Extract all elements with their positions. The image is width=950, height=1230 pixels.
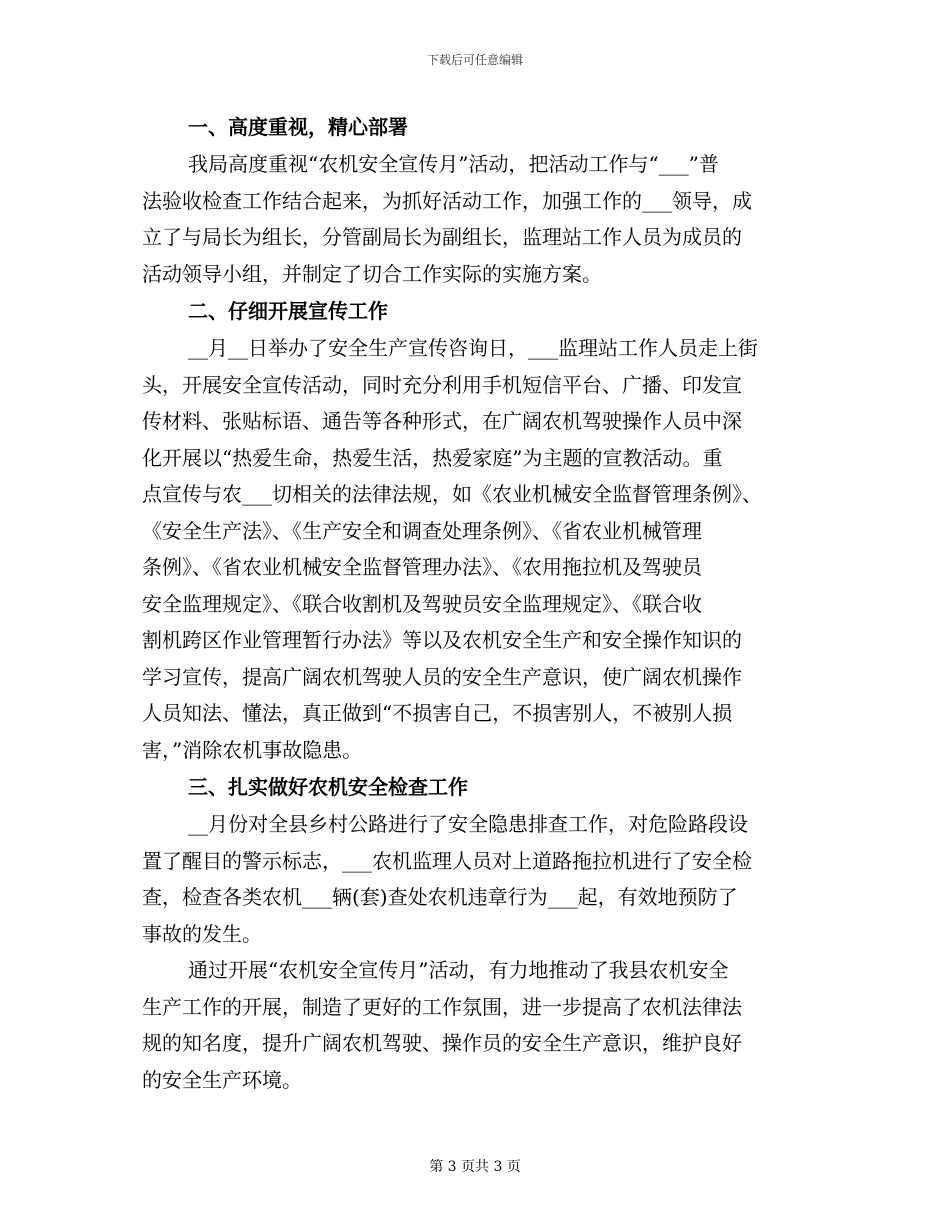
text-line: 的安全生产环境。 [142, 1067, 302, 1092]
text-line: 通过开展“农机安全宣传月”活动，有力地推动了我县农机安全 [188, 958, 729, 982]
section-heading-3: 三、扎实做好农机安全检查工作 [188, 775, 468, 799]
page-header: 下载后可任意编辑 [426, 53, 523, 67]
text-line: 《安全生产法》、《生产安全和调查处理条例》、《省农业机械管理 [142, 518, 702, 543]
text-line: 生产工作的开展，制造了更好的工作氛围，进一步提高了农机法律法 [142, 994, 742, 1019]
text-line: 置了醒目的警示标志，___农机监理人员对上道路拖拉机进行了安全检 [142, 848, 752, 873]
paragraph [142, 952, 804, 1098]
text-line: 学习宣传，提高广阔农机驾驶人员的安全生产意识，使广阔农机操作 [142, 664, 742, 689]
text-line: __月份对全县乡村公路进行了安全隐患排查工作，对危险路段设 [188, 812, 748, 836]
text-line: 事故的发生。 [142, 921, 262, 946]
paragraph [142, 806, 804, 952]
paragraph [142, 330, 804, 768]
text-line: 规的知名度，提升广阔农机驾驶、操作员的安全生产意识，维护良好 [142, 1031, 742, 1055]
text-line: __月__日举办了安全生产宣传咨询日，___监理站工作人员走上街 [188, 336, 758, 360]
text-line: 头，开展安全宣传活动，同时充分利用手机短信平台、广播、印发宣 [142, 372, 742, 397]
text-line: 割机跨区作业管理暂行办法》等以及农机安全生产和安全操作知识的 [142, 628, 742, 652]
text-line: 立了与局长为组长，分管副局长为副组长，监理站工作人员为成员的 [142, 225, 742, 249]
document-body [142, 108, 804, 1098]
section-heading-1: 一、高度重视，精心部署 [188, 115, 408, 139]
text-line: 传材料、张贴标语、通告等各种形式，在广阔农机驾驶操作人员中深 [142, 409, 742, 433]
text-line: 点宣传与农___切相关的法律法规，如《农业机械安全监督管理条例》、 [142, 482, 762, 506]
text-line: 我局高度重视“农机安全宣传月”活动，把活动工作与“___”普 [188, 152, 719, 176]
paragraph [142, 146, 804, 292]
text-line: 条例》、《省农业机械安全监督管理办法》、《农用拖拉机及驾驶员 [142, 555, 702, 579]
page-footer: 第 3 页共 3 页 [429, 1159, 521, 1175]
text-line: 安全监理规定》、《联合收割机及驾驶员安全监理规定》、《联合收 [142, 591, 702, 616]
text-line: 害，”消除农机事故隐患。 [142, 737, 363, 762]
text-line: 查，检查各类农机___辆(套)查处农机违章行为___起，有效地预防了 [142, 885, 738, 909]
text-line: 法验收检查工作结合起来，为抓好活动工作，加强工作的___领导，成 [142, 188, 752, 213]
section-heading-2: 二、仔细开展宣传工作 [188, 299, 388, 323]
text-line: 活动领导小组，并制定了切合工作实际的实施方案。 [142, 261, 602, 286]
text-line: 人员知法、懂法，真正做到“不损害自己，不损害别人，不被别人损 [142, 701, 733, 725]
text-line: 化开展以“热爱生命，热爱生活，热爱家庭”为主题的宣教活动。重 [142, 445, 723, 470]
